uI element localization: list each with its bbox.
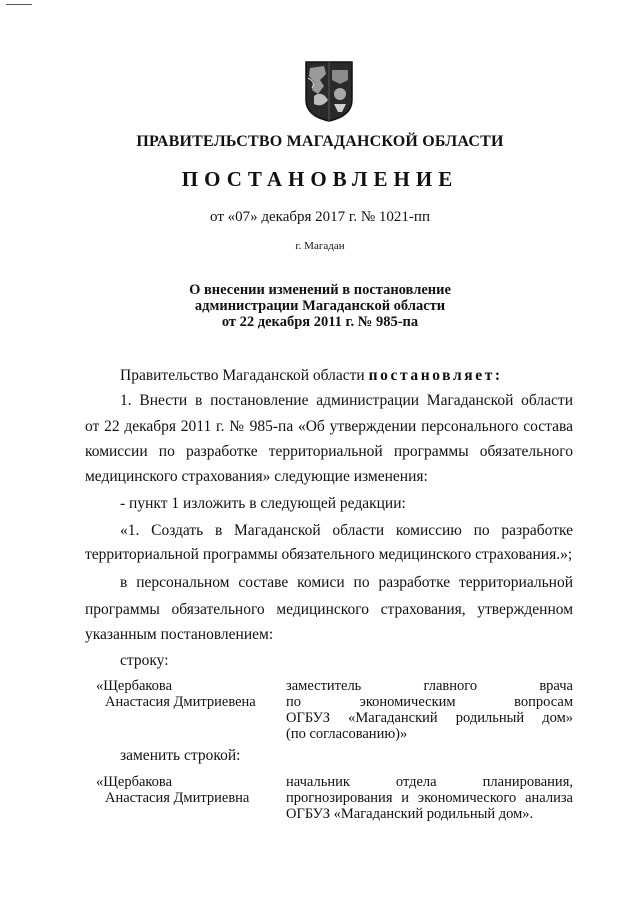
name-line: «Щербакова <box>96 774 173 790</box>
old-row-name <box>96 678 276 710</box>
intro-decree-word: постановляет: <box>368 367 503 384</box>
name-line: «Щербакова <box>96 678 173 694</box>
paragraph-3-line: «1. Создать в Магаданской области комиссию по разработке <box>120 522 573 539</box>
subject-line: администрации Магаданской области <box>194 298 446 314</box>
intro-paragraph <box>120 367 503 385</box>
new-row-position <box>286 774 573 822</box>
subject-line: от 22 декабря 2011 г. № 985-па <box>221 314 419 330</box>
position-line: ОГБУЗ «Магаданский родильный дом». <box>286 806 534 822</box>
paragraph-1-line: комиссии по разработке территориальной программы обязательного <box>85 443 573 460</box>
old-row-position <box>286 678 573 742</box>
document-city: г. Магадан <box>295 240 345 252</box>
paragraph-4-line: в персональном составе комиси по разработке территориальной <box>120 574 573 591</box>
paragraph-1-line: от 22 декабря 2011 г. № 985-па «Об утверждении персонального состава <box>85 418 573 435</box>
paragraph-1-line: медицинского страхования» следующие изменения: <box>85 468 428 485</box>
new-row-name <box>96 774 276 806</box>
coat-of-arms-icon <box>304 60 354 123</box>
label-row: строку: <box>120 652 169 669</box>
position-line: прогнозирования и экономического анализа <box>286 790 573 806</box>
intro-text: Правительство Магаданской области <box>120 367 365 384</box>
paragraph-4-line: программы обязательного медицинского страхования, утвержденном <box>85 601 573 618</box>
position-line: заместитель главного врача <box>286 678 573 694</box>
scan-corner-mark <box>6 4 32 5</box>
paragraph-1-line: 1. Внести в постановление администрации Магаданской области <box>120 392 573 409</box>
government-title: ПРАВИТЕЛЬСТВО МАГАДАНСКОЙ ОБЛАСТИ <box>136 133 504 150</box>
name-line: Анастасия Дмитриевена <box>105 694 256 710</box>
position-line: (по согласованию)» <box>286 726 408 742</box>
document-type: ПОСТАНОВЛЕНИЕ <box>181 167 459 191</box>
position-line: начальник отдела планирования, <box>286 774 573 790</box>
document-subject <box>0 282 640 330</box>
paragraph-3-line: территориальной программы обязательного медицинского страхования.»; <box>85 546 573 563</box>
label-replace: заменить строкой: <box>120 747 241 764</box>
document-date-number: от «07» декабря 2017 г. № 1021-пп <box>210 209 430 225</box>
paragraph-4-line: указанным постановлением: <box>85 626 274 643</box>
position-line: ОГБУЗ «Магаданский родильный дом» <box>286 710 573 726</box>
paragraph-2: - пункт 1 изложить в следующей редакции: <box>120 495 406 512</box>
subject-line: О внесении изменений в постановление <box>189 282 451 298</box>
position-line: по экономическим вопросам <box>286 694 573 710</box>
name-line: Анастасия Дмитриевна <box>105 790 250 806</box>
